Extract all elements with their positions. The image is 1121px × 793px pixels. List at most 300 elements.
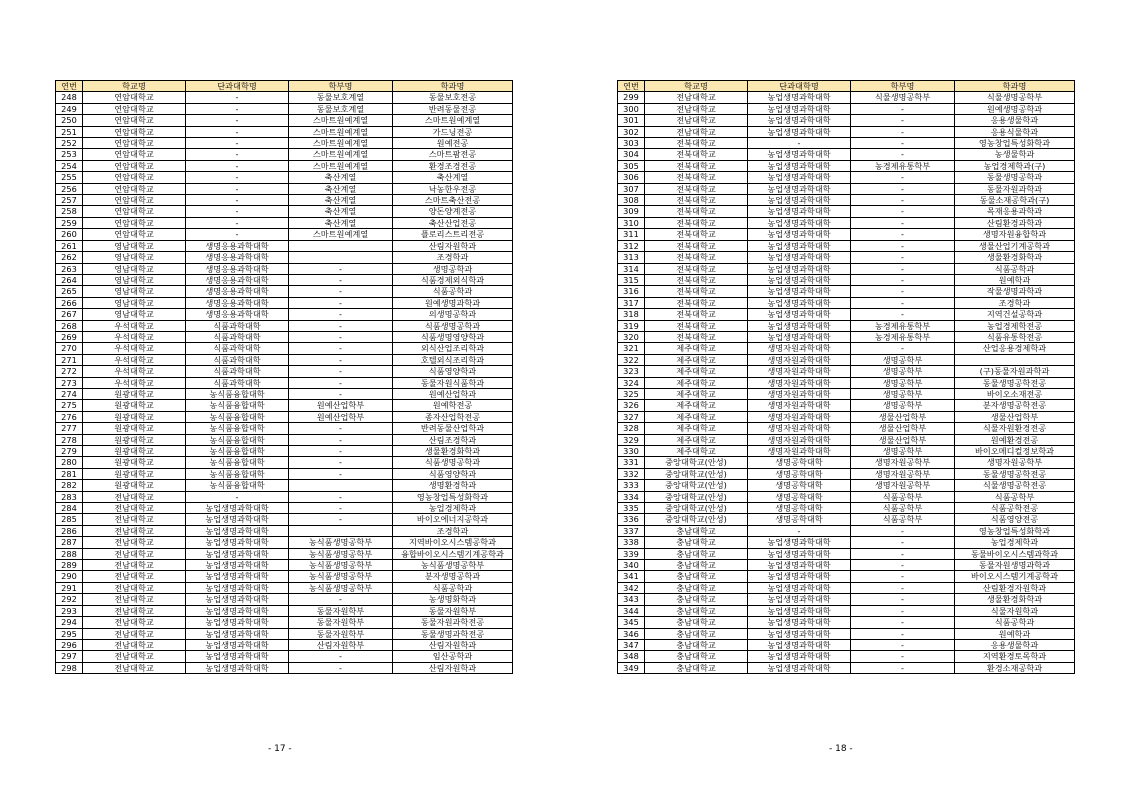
cell-school: 전북대학교 [645,286,748,297]
cell-school: 전남대학교 [83,639,186,650]
cell-division: 농식품생명공학부 [289,582,393,593]
cell-college: 농업생명과학대학 [748,662,851,673]
table-row [56,605,513,616]
table-row [56,320,513,331]
cell-no: 281 [56,468,83,479]
table-row [618,537,1075,548]
cell-department: 동물생명공학과 [955,172,1075,183]
page-number-right: - 18 - [829,744,853,754]
cell-no: 307 [618,183,645,194]
cell-department: 식물자원학과 [955,605,1075,616]
cell-no: 346 [618,628,645,639]
cell-department: 식품공학부 [955,491,1075,502]
cell-department: 생물환경화학과 [955,594,1075,605]
cell-school: 우석대학교 [83,366,186,377]
cell-school: 전북대학교 [645,195,748,206]
table-row [618,320,1075,331]
cell-department: 임산공학과 [393,651,513,662]
cell-department: 동물자원학부 [393,605,513,616]
cell-department: 원예학과 [955,274,1075,285]
cell-no: 303 [618,138,645,149]
cell-department: 식물생명공학전공 [955,480,1075,491]
table-row [56,582,513,593]
cell-department: 식품영양학과 [393,468,513,479]
cell-department: 지역바이오시스템공학과 [393,537,513,548]
cell-school: 전북대학교 [645,183,748,194]
table-row [618,503,1075,514]
cell-school: 전북대학교 [645,229,748,240]
cell-division: 축산계열 [289,217,393,228]
table-row [618,229,1075,240]
table-row [56,662,513,673]
cell-department: 원예전공 [393,138,513,149]
cell-division: 스마트원예계열 [289,149,393,160]
cell-college: - [186,229,289,240]
table-row [618,651,1075,662]
cell-division: 농식품생명공학부 [289,571,393,582]
cell-school: 영남대학교 [83,252,186,263]
cell-no: 273 [56,377,83,388]
cell-no: 284 [56,503,83,514]
table-row [618,605,1075,616]
table-row [618,411,1075,422]
cell-no: 326 [618,400,645,411]
cell-no: 288 [56,548,83,559]
cell-division: - [289,343,393,354]
cell-school: 연암대학교 [83,115,186,126]
cell-no: 322 [618,354,645,365]
cell-college: 농업생명과학대학 [748,582,851,593]
cell-no: 315 [618,274,645,285]
cell-school: 제주대학교 [645,377,748,388]
cell-school: 전남대학교 [83,525,186,536]
cell-school: 전남대학교 [83,537,186,548]
table-row [618,217,1075,228]
header-no: 연번 [618,81,645,92]
cell-no: 304 [618,149,645,160]
cell-division: - [289,423,393,434]
cell-college: - [186,103,289,114]
table-row [618,423,1075,434]
cell-school: 원광대학교 [83,480,186,491]
cell-college: 생명공학대학 [748,480,851,491]
cell-division: - [851,571,955,582]
cell-no: 261 [56,240,83,251]
cell-no: 301 [618,115,645,126]
header-division: 학부명 [851,81,955,92]
cell-division: 생명자원공학부 [851,468,955,479]
cell-no: 289 [56,560,83,571]
cell-division: 산림자원학부 [289,639,393,650]
cell-division: - [289,446,393,457]
cell-school: 연암대학교 [83,126,186,137]
cell-school: 연암대학교 [83,138,186,149]
table-row [618,480,1075,491]
cell-no: 274 [56,388,83,399]
cell-department: 동물자원과학과 [955,183,1075,194]
table-row [56,195,513,206]
cell-college: 농업생명과학대학 [186,639,289,650]
table-row [618,366,1075,377]
cell-department: 식품공학과 [955,263,1075,274]
cell-no: 294 [56,617,83,628]
header-school: 학교명 [645,81,748,92]
cell-no: 327 [618,411,645,422]
cell-college: 생명응용과학대학 [186,309,289,320]
cell-department: 동물생명공학전공 [955,377,1075,388]
table-row [618,491,1075,502]
cell-department: 원예학과 [955,628,1075,639]
cell-school: 전남대학교 [645,103,748,114]
table-row [56,172,513,183]
cell-division: 생명공학부 [851,388,955,399]
cell-department: 산림조경학과 [393,434,513,445]
cell-college: 농업생명과학대학 [186,548,289,559]
cell-college: 농업생명과학대학 [748,183,851,194]
cell-department: 식품공학과 [955,617,1075,628]
cell-school: 제주대학교 [645,343,748,354]
cell-department: 플로리스트리전공 [393,229,513,240]
cell-college: 식품과학대학 [186,354,289,365]
table-row [618,617,1075,628]
cell-division: - [851,149,955,160]
table-row [618,103,1075,114]
cell-no: 251 [56,126,83,137]
cell-college: 농업생명과학대학 [186,514,289,525]
cell-division: - [851,343,955,354]
cell-department: 종자산업학전공 [393,411,513,422]
cell-college: 생명자원과학대학 [748,366,851,377]
cell-division: 생명자원공학부 [851,480,955,491]
cell-no: 276 [56,411,83,422]
cell-department: 응용생물학과 [955,639,1075,650]
cell-school: 연암대학교 [83,195,186,206]
cell-division: 생물산업학부 [851,434,955,445]
cell-department: 낙농한우전공 [393,183,513,194]
cell-college: 농업생명과학대학 [186,571,289,582]
table-row [56,514,513,525]
cell-college: 농업생명과학대학 [748,263,851,274]
cell-school: 연암대학교 [83,183,186,194]
cell-no: 258 [56,206,83,217]
cell-division: - [851,594,955,605]
cell-department: 농식품생명공학부 [393,560,513,571]
right-table-body [618,92,1075,674]
cell-department: 반려동물전공 [393,103,513,114]
table-row [618,149,1075,160]
table-row [618,457,1075,468]
cell-school: 전남대학교 [83,594,186,605]
cell-college: 농식품융합대학 [186,423,289,434]
cell-department: 지역환경토목학과 [955,651,1075,662]
cell-department: 산업응용경제학과 [955,343,1075,354]
table-row [618,195,1075,206]
cell-department: 스마트원예계열 [393,115,513,126]
table-row [618,639,1075,650]
cell-school: 충남대학교 [645,571,748,582]
cell-college: 농업생명과학대학 [748,286,851,297]
cell-no: 335 [618,503,645,514]
cell-no: 328 [618,423,645,434]
cell-department: 산림자원학과 [393,240,513,251]
cell-division: 생물산업학부 [851,411,955,422]
cell-school: 전남대학교 [83,651,186,662]
table-row [618,183,1075,194]
cell-no: 269 [56,331,83,342]
cell-department: 외식산업조리학과 [393,343,513,354]
cell-college: 농식품융합대학 [186,400,289,411]
cell-college: 농업생명과학대학 [186,662,289,673]
header-department: 학과명 [955,81,1075,92]
cell-school: 중앙대학교(안성) [645,503,748,514]
cell-no: 300 [618,103,645,114]
table-row [56,92,513,103]
cell-department: 동물자원과학전공 [393,617,513,628]
cell-division: 동물보호계열 [289,92,393,103]
cell-division: - [289,594,393,605]
table-row [56,434,513,445]
cell-school: 우석대학교 [83,377,186,388]
cell-no: 286 [56,525,83,536]
table-row [56,639,513,650]
cell-college: 농업생명과학대학 [186,617,289,628]
cell-school: 영남대학교 [83,286,186,297]
cell-college: 생명응용과학대학 [186,297,289,308]
cell-department: 농업경제학과 [955,537,1075,548]
cell-college: 농업생명과학대학 [748,331,851,342]
cell-college: 농식품융합대학 [186,411,289,422]
cell-college: 농업생명과학대학 [748,309,851,320]
cell-division: - [851,560,955,571]
cell-division [289,480,393,491]
table-row [56,274,513,285]
cell-department: 조경학과 [393,525,513,536]
table-row [56,503,513,514]
cell-college: 농업생명과학대학 [748,92,851,103]
cell-no: 282 [56,480,83,491]
cell-school: 중앙대학교(안성) [645,468,748,479]
cell-college: 농업생명과학대학 [748,149,851,160]
cell-department: 바이오시스템기계공학과 [955,571,1075,582]
cell-division: - [851,183,955,194]
cell-school: 전남대학교 [83,571,186,582]
cell-college: 농업생명과학대학 [748,617,851,628]
cell-no: 341 [618,571,645,582]
cell-no: 330 [618,446,645,457]
cell-college: 생명공학대학 [748,514,851,525]
cell-no: 285 [56,514,83,525]
cell-department: 산림자원학과 [393,662,513,673]
cell-college: 생명자원과학대학 [748,434,851,445]
table-row [618,525,1075,536]
cell-division: 스마트원예계열 [289,160,393,171]
cell-division [289,525,393,536]
cell-division: - [851,525,955,536]
cell-no: 305 [618,160,645,171]
cell-college: 생명응용과학대학 [186,263,289,274]
table-row [618,582,1075,593]
cell-college: 생명공학대학 [748,491,851,502]
cell-department: 산림자원학과 [393,639,513,650]
cell-school: 전북대학교 [645,206,748,217]
table-row [618,274,1075,285]
cell-college: 농업생명과학대학 [186,651,289,662]
cell-no: 329 [618,434,645,445]
cell-division: 농경제유통학부 [851,160,955,171]
cell-no: 349 [618,662,645,673]
cell-no: 342 [618,582,645,593]
cell-school: 전남대학교 [83,560,186,571]
cell-division: - [851,628,955,639]
cell-division: - [289,377,393,388]
cell-college: 생명자원과학대학 [748,411,851,422]
cell-department: 농업경제학전공 [955,320,1075,331]
cell-division: - [851,103,955,114]
cell-college: 농업생명과학대학 [748,605,851,616]
cell-school: 전남대학교 [645,115,748,126]
table-row [56,240,513,251]
cell-department: 농업경제학과(구) [955,160,1075,171]
cell-college: 생명자원과학대학 [748,377,851,388]
cell-department: 농생명화학과 [393,594,513,605]
cell-department: 생물환경화학과 [955,252,1075,263]
cell-school: 전남대학교 [83,503,186,514]
cell-department: 동물보호전공 [393,92,513,103]
cell-school: 전북대학교 [645,217,748,228]
cell-department: 생명자원공학부 [955,457,1075,468]
page-number-left: - 17 - [268,744,292,754]
cell-school: 전북대학교 [645,149,748,160]
cell-school: 연암대학교 [83,229,186,240]
cell-division: - [289,651,393,662]
cell-division: 농경제유통학부 [851,331,955,342]
cell-division: - [289,354,393,365]
cell-school: 제주대학교 [645,354,748,365]
cell-division: - [851,274,955,285]
cell-department: 식품생명영양학과 [393,331,513,342]
cell-college: - [186,206,289,217]
cell-college: - [186,491,289,502]
cell-college: - [186,126,289,137]
cell-department: 조경학과 [955,297,1075,308]
cell-no: 283 [56,491,83,502]
cell-department: 동물생명과학전공 [393,628,513,639]
cell-no: 320 [618,331,645,342]
cell-department: 동물자원식품학과 [393,377,513,388]
cell-school: 전북대학교 [645,138,748,149]
table-row [618,468,1075,479]
cell-college: - [186,195,289,206]
cell-college: 생명자원과학대학 [748,354,851,365]
cell-no: 279 [56,446,83,457]
cell-division: - [851,639,955,650]
cell-department: 동물자원생명과학과 [955,560,1075,571]
cell-division: 식품공학부 [851,503,955,514]
cell-department: 동물바이오시스템과학과 [955,548,1075,559]
cell-division: - [851,252,955,263]
cell-division: 축산계열 [289,195,393,206]
cell-college: 농식품융합대학 [186,446,289,457]
cell-no: 254 [56,160,83,171]
cell-no: 317 [618,297,645,308]
cell-division: 동물자원학부 [289,617,393,628]
cell-division: 농경제유통학부 [851,320,955,331]
cell-school: 충남대학교 [645,605,748,616]
table-row [618,594,1075,605]
cell-division: - [289,468,393,479]
cell-no: 318 [618,309,645,320]
cell-college: 농업생명과학대학 [748,240,851,251]
cell-college: 농업생명과학대학 [748,320,851,331]
cell-division: - [289,434,393,445]
cell-department: 조경학과 [393,252,513,263]
cell-no: 290 [56,571,83,582]
cell-division: 생명자원공학부 [851,457,955,468]
cell-division: - [851,206,955,217]
cell-school: 중앙대학교(안성) [645,480,748,491]
cell-department: 식물자원환경전공 [955,423,1075,434]
cell-division: 동물보호계열 [289,103,393,114]
cell-no: 312 [618,240,645,251]
cell-no: 337 [618,525,645,536]
cell-school: 전북대학교 [645,297,748,308]
cell-division: - [851,240,955,251]
cell-no: 278 [56,434,83,445]
cell-college: 농업생명과학대학 [748,548,851,559]
cell-school: 전북대학교 [645,263,748,274]
cell-no: 260 [56,229,83,240]
cell-department: 환경소재공학과 [955,662,1075,673]
cell-no: 253 [56,149,83,160]
cell-no: 296 [56,639,83,650]
cell-school: 제주대학교 [645,411,748,422]
cell-no: 255 [56,172,83,183]
cell-school: 전북대학교 [645,172,748,183]
table-row [618,160,1075,171]
table-header-row [56,81,513,92]
cell-college: - [748,138,851,149]
header-department: 학과명 [393,81,513,92]
cell-no: 291 [56,582,83,593]
cell-no: 308 [618,195,645,206]
cell-college: 생명공학대학 [748,457,851,468]
cell-division: 식물생명공학부 [851,92,955,103]
cell-school: 원광대학교 [83,457,186,468]
cell-division: - [851,286,955,297]
cell-division: - [289,274,393,285]
cell-college: - [186,160,289,171]
table-row [618,400,1075,411]
cell-college: 농업생명과학대학 [186,560,289,571]
cell-school: 전남대학교 [83,514,186,525]
cell-division: - [851,662,955,673]
table-row [618,286,1075,297]
table-row [618,252,1075,263]
cell-college: - [186,183,289,194]
cell-department: 영농창업특성화학과 [955,525,1075,536]
cell-college: 농업생명과학대학 [748,628,851,639]
cell-no: 272 [56,366,83,377]
cell-no: 302 [618,126,645,137]
cell-division: 생명공학부 [851,377,955,388]
cell-division: - [851,195,955,206]
cell-no: 310 [618,217,645,228]
cell-no: 338 [618,537,645,548]
cell-no: 249 [56,103,83,114]
table-row [618,343,1075,354]
cell-division [289,252,393,263]
cell-school: 중앙대학교(안성) [645,514,748,525]
